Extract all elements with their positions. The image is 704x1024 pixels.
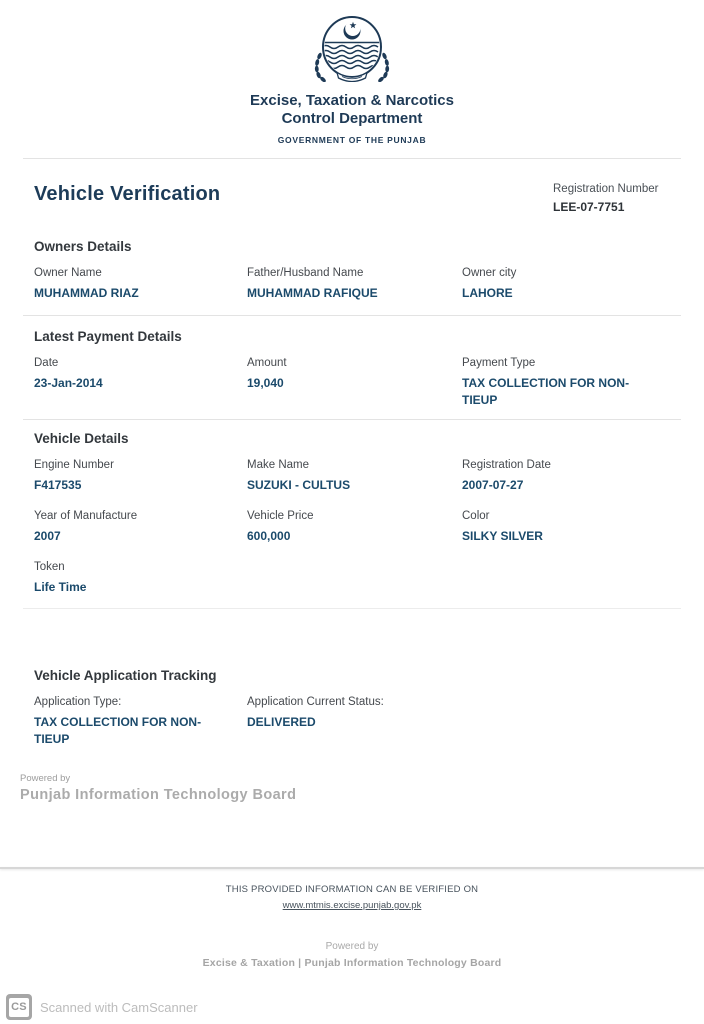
application-status-field [247,696,462,748]
page-title: Vehicle Verification [34,183,221,205]
government-line: GOVERNMENT OF THE PUNJAB [277,135,427,145]
document-body [23,158,681,748]
section-divider [23,315,681,316]
year-of-manufacture-value: 2007 [34,529,61,543]
camscanner-badge-text: CS [9,998,29,1017]
owners-details-grid [34,267,681,302]
camscanner-label: Scanned with CamScanner [40,999,198,1015]
payment-date-label: Date [34,357,59,369]
verify-url-link[interactable]: www.mtmis.excise.punjab.gov.pk [282,900,422,911]
color-field [462,510,681,545]
camscanner-icon [6,994,32,1020]
vehicle-details-grid [34,459,681,596]
application-tracking-heading: Vehicle Application Tracking [34,668,217,683]
footer-powered-block [0,941,704,969]
payment-type-label: Payment Type [462,357,536,369]
vehicle-details-heading: Vehicle Details [34,431,129,446]
section-divider [23,419,681,420]
owner-city-label: Owner city [462,267,517,279]
owner-city-value: LAHORE [462,286,513,300]
powered-by-block [20,773,704,803]
verify-info-text: THIS PROVIDED INFORMATION CAN BE VERIFIED ON [225,884,479,895]
payment-type-value: TAX COLLECTION FOR NON-TIEUP [462,376,630,407]
camscanner-watermark [6,994,198,1020]
color-value: SILKY SILVER [462,529,543,543]
father-husband-name-field [247,267,462,302]
engine-number-label: Engine Number [34,459,114,471]
registration-number-label: Registration Number [553,183,659,195]
document-header [0,0,704,145]
scan-seam-divider [0,867,704,869]
registration-number-value: LEE-07-7751 [553,200,625,214]
color-label: Color [462,510,490,522]
punjab-government-crest-icon [304,69,400,86]
org-name-line2: Control Department [281,110,423,127]
token-value: Life Time [34,580,87,594]
make-name-label: Make Name [247,459,309,471]
payment-amount-field [247,357,462,409]
father-husband-name-value: MUHAMMAD RAFIQUE [247,286,378,300]
make-name-field [247,459,462,494]
application-status-value: DELIVERED [247,715,316,729]
vehicle-price-field [247,510,462,545]
father-husband-name-label: Father/Husband Name [247,267,364,279]
registration-number-block [553,183,681,214]
token-field [34,561,247,596]
owners-details-heading: Owners Details [34,239,132,254]
payment-date-value: 23-Jan-2014 [34,376,103,390]
application-status-label: Application Current Status: [247,696,384,708]
footer-powered-by-label: Powered by [325,941,379,952]
engine-number-field [34,459,247,494]
year-of-manufacture-label: Year of Manufacture [34,510,138,522]
powered-by-org: Punjab Information Technology Board [20,787,297,803]
application-type-label: Application Type: [34,696,122,708]
application-tracking-grid [34,696,681,748]
make-name-value: SUZUKI - CULTUS [247,478,351,492]
token-label: Token [34,561,65,573]
owner-name-value: MUHAMMAD RIAZ [34,286,139,300]
owner-name-field [34,267,247,302]
registration-date-label: Registration Date [462,459,551,471]
payment-details-heading: Latest Payment Details [34,329,182,344]
footer-powered-by-org: Excise & Taxation | Punjab Information Technology Board [202,957,502,969]
engine-number-value: F417535 [34,478,82,492]
application-type-value: TAX COLLECTION FOR NON-TIEUP [34,715,202,746]
org-name-line1: Excise, Taxation & Narcotics [250,92,454,109]
owner-name-label: Owner Name [34,267,102,279]
application-type-field [34,696,247,748]
registration-date-value: 2007-07-27 [462,478,524,492]
header-divider [23,158,681,159]
vehicle-price-label: Vehicle Price [247,510,314,522]
section-divider [23,608,681,609]
year-of-manufacture-field [34,510,247,545]
registration-date-field [462,459,681,494]
payment-amount-value: 19,040 [247,376,284,390]
vehicle-price-value: 600,000 [247,529,291,543]
powered-by-label: Powered by [20,773,71,784]
payment-details-grid [34,357,681,409]
payment-date-field [34,357,247,409]
owner-city-field [462,267,681,302]
payment-type-field [462,357,681,409]
verification-footer [0,884,704,913]
payment-amount-label: Amount [247,357,287,369]
